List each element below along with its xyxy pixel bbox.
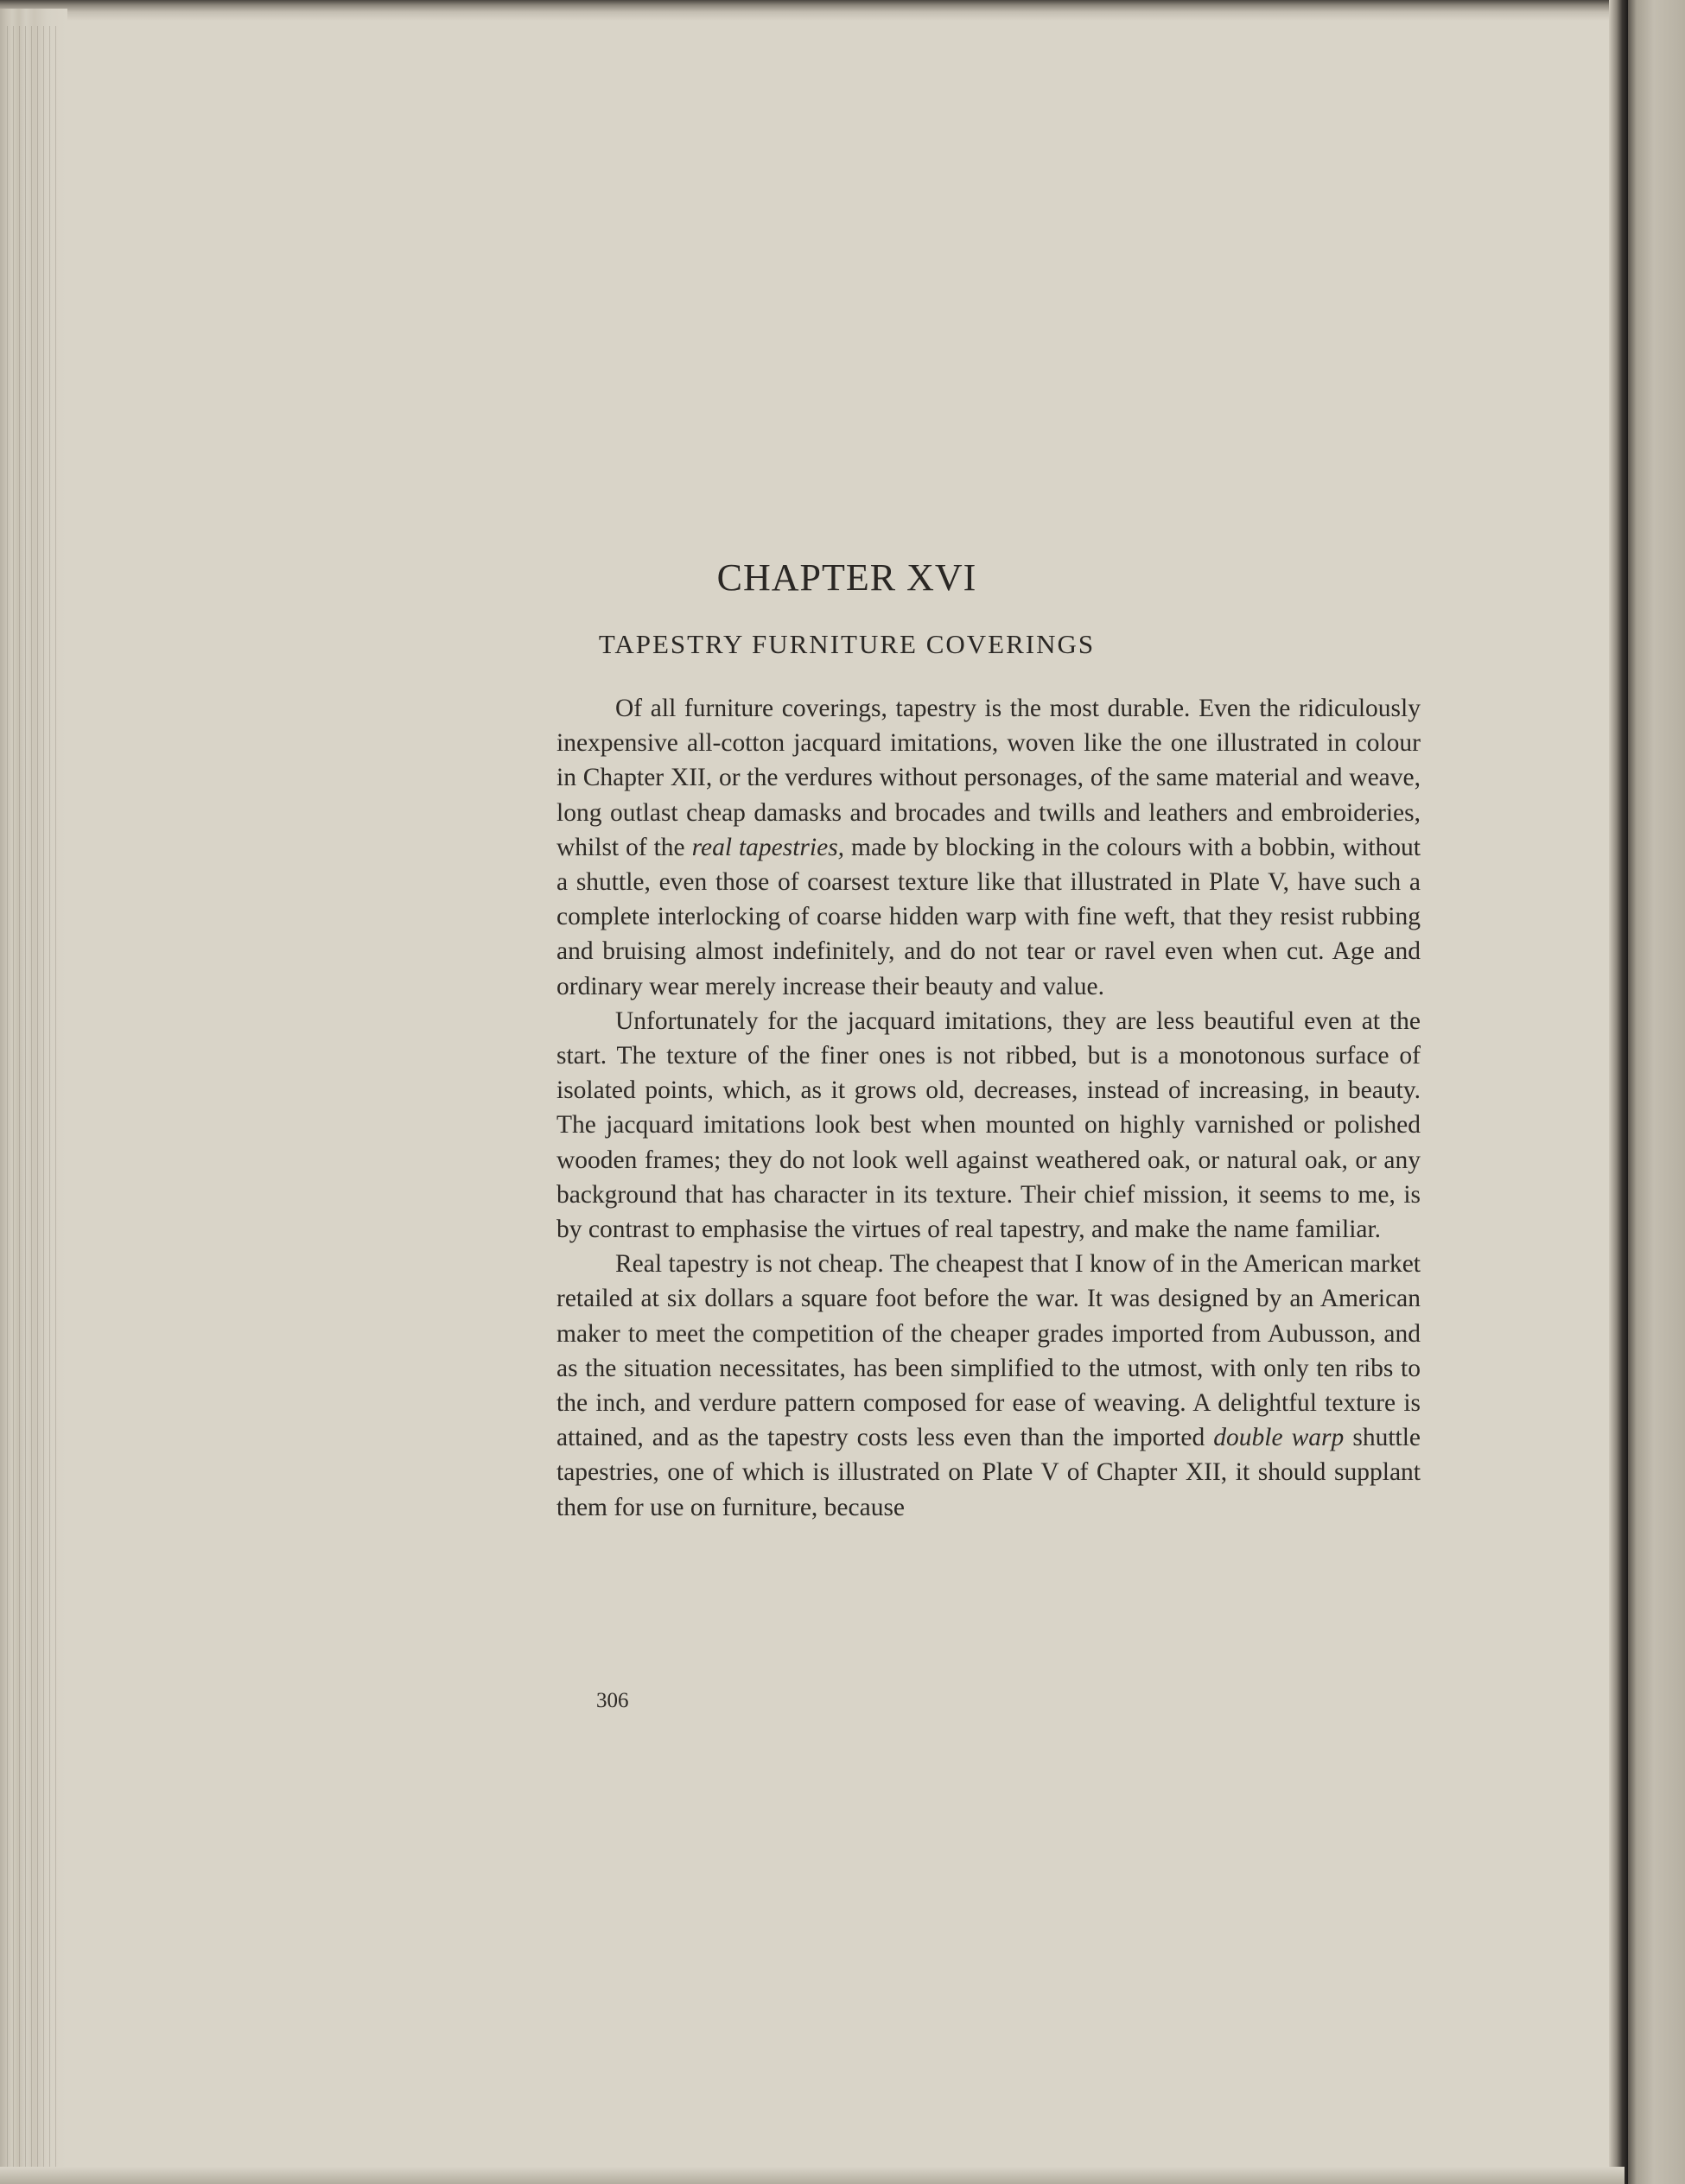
paragraph-text: shuttle tapestries, one of which is illustrated on Plate V of Chapter XII, it should supplant them for use on furniture, because	[556, 1424, 1421, 1521]
book-left-edge	[0, 9, 67, 2168]
next-page-edge	[1628, 0, 1685, 2184]
paragraph-text: made by blocking in the colours with a bobbin, without a shuttle, even those of coarsest texture like that illustrated in Plate V, have such a complete interlocking of coarse hidden warp with fine weft, that they resist rubbing and bruising almost indefinitely, and do not tear or ravel even when cut. Age and ordinary wear merely increase their beauty and value.	[556, 833, 1421, 1000]
stacked-page-lines	[7, 26, 59, 2168]
italic-phrase: real tapestries,	[691, 833, 845, 861]
paragraph-text: Real tapestry is not cheap. The cheapest that I know of in the American market retailed at six dollars a square foot before the war. It was designed by an American maker to meet the competition of the cheaper grades imported from Aubusson, and as the situation necessitates, has been simplified to the utmost, with only ten ribs to the inch, and verdure pattern composed for ease of weaving. A delightful texture is attained, and as the tapestry costs less even than the imported	[556, 1250, 1421, 1452]
italic-phrase: double warp	[1213, 1424, 1345, 1452]
page-bottom-edge	[0, 2167, 1625, 2184]
page-number: 306	[596, 1689, 629, 1712]
paragraph	[556, 1247, 1421, 1525]
paragraph-text: Unfortunately for the jacquard imitations, they are less beautiful even at the start. The texture of the finer ones is not ribbed, but is a monotonous surface of isolated points, which, as it grows old, decreases, instead of increasing, in beauty. The jacquard imitations look best when mounted on highly varnished or polished wooden frames; they do not look well against weathered oak, or natural oak, or any background that has character in its texture. Their chief mission, it seems to me, is by contrast to emphasise the virtues of real tapestry, and make the name familiar.	[556, 1006, 1421, 1244]
paragraph-text: Of all furniture coverings, tapestry is the most durable. Even the ridiculously inexpensive all-cotton jacquard imitations, woven like the one illustrated in colour in Chapter XII, or the verdures without personages, of the same material and weave, long outlast cheap damasks and brocades and twills and leathers and embroideries, whilst of the	[556, 695, 1421, 861]
paragraph	[556, 691, 1421, 1004]
chapter-title: CHAPTER XVI	[716, 556, 977, 599]
book-binding	[1609, 0, 1628, 2184]
page-top-edge	[0, 0, 1625, 21]
paragraph	[556, 1004, 1421, 1247]
chapter-subtitle: TAPESTRY FURNITURE COVERINGS	[598, 629, 1096, 659]
body-text	[556, 691, 1421, 1525]
